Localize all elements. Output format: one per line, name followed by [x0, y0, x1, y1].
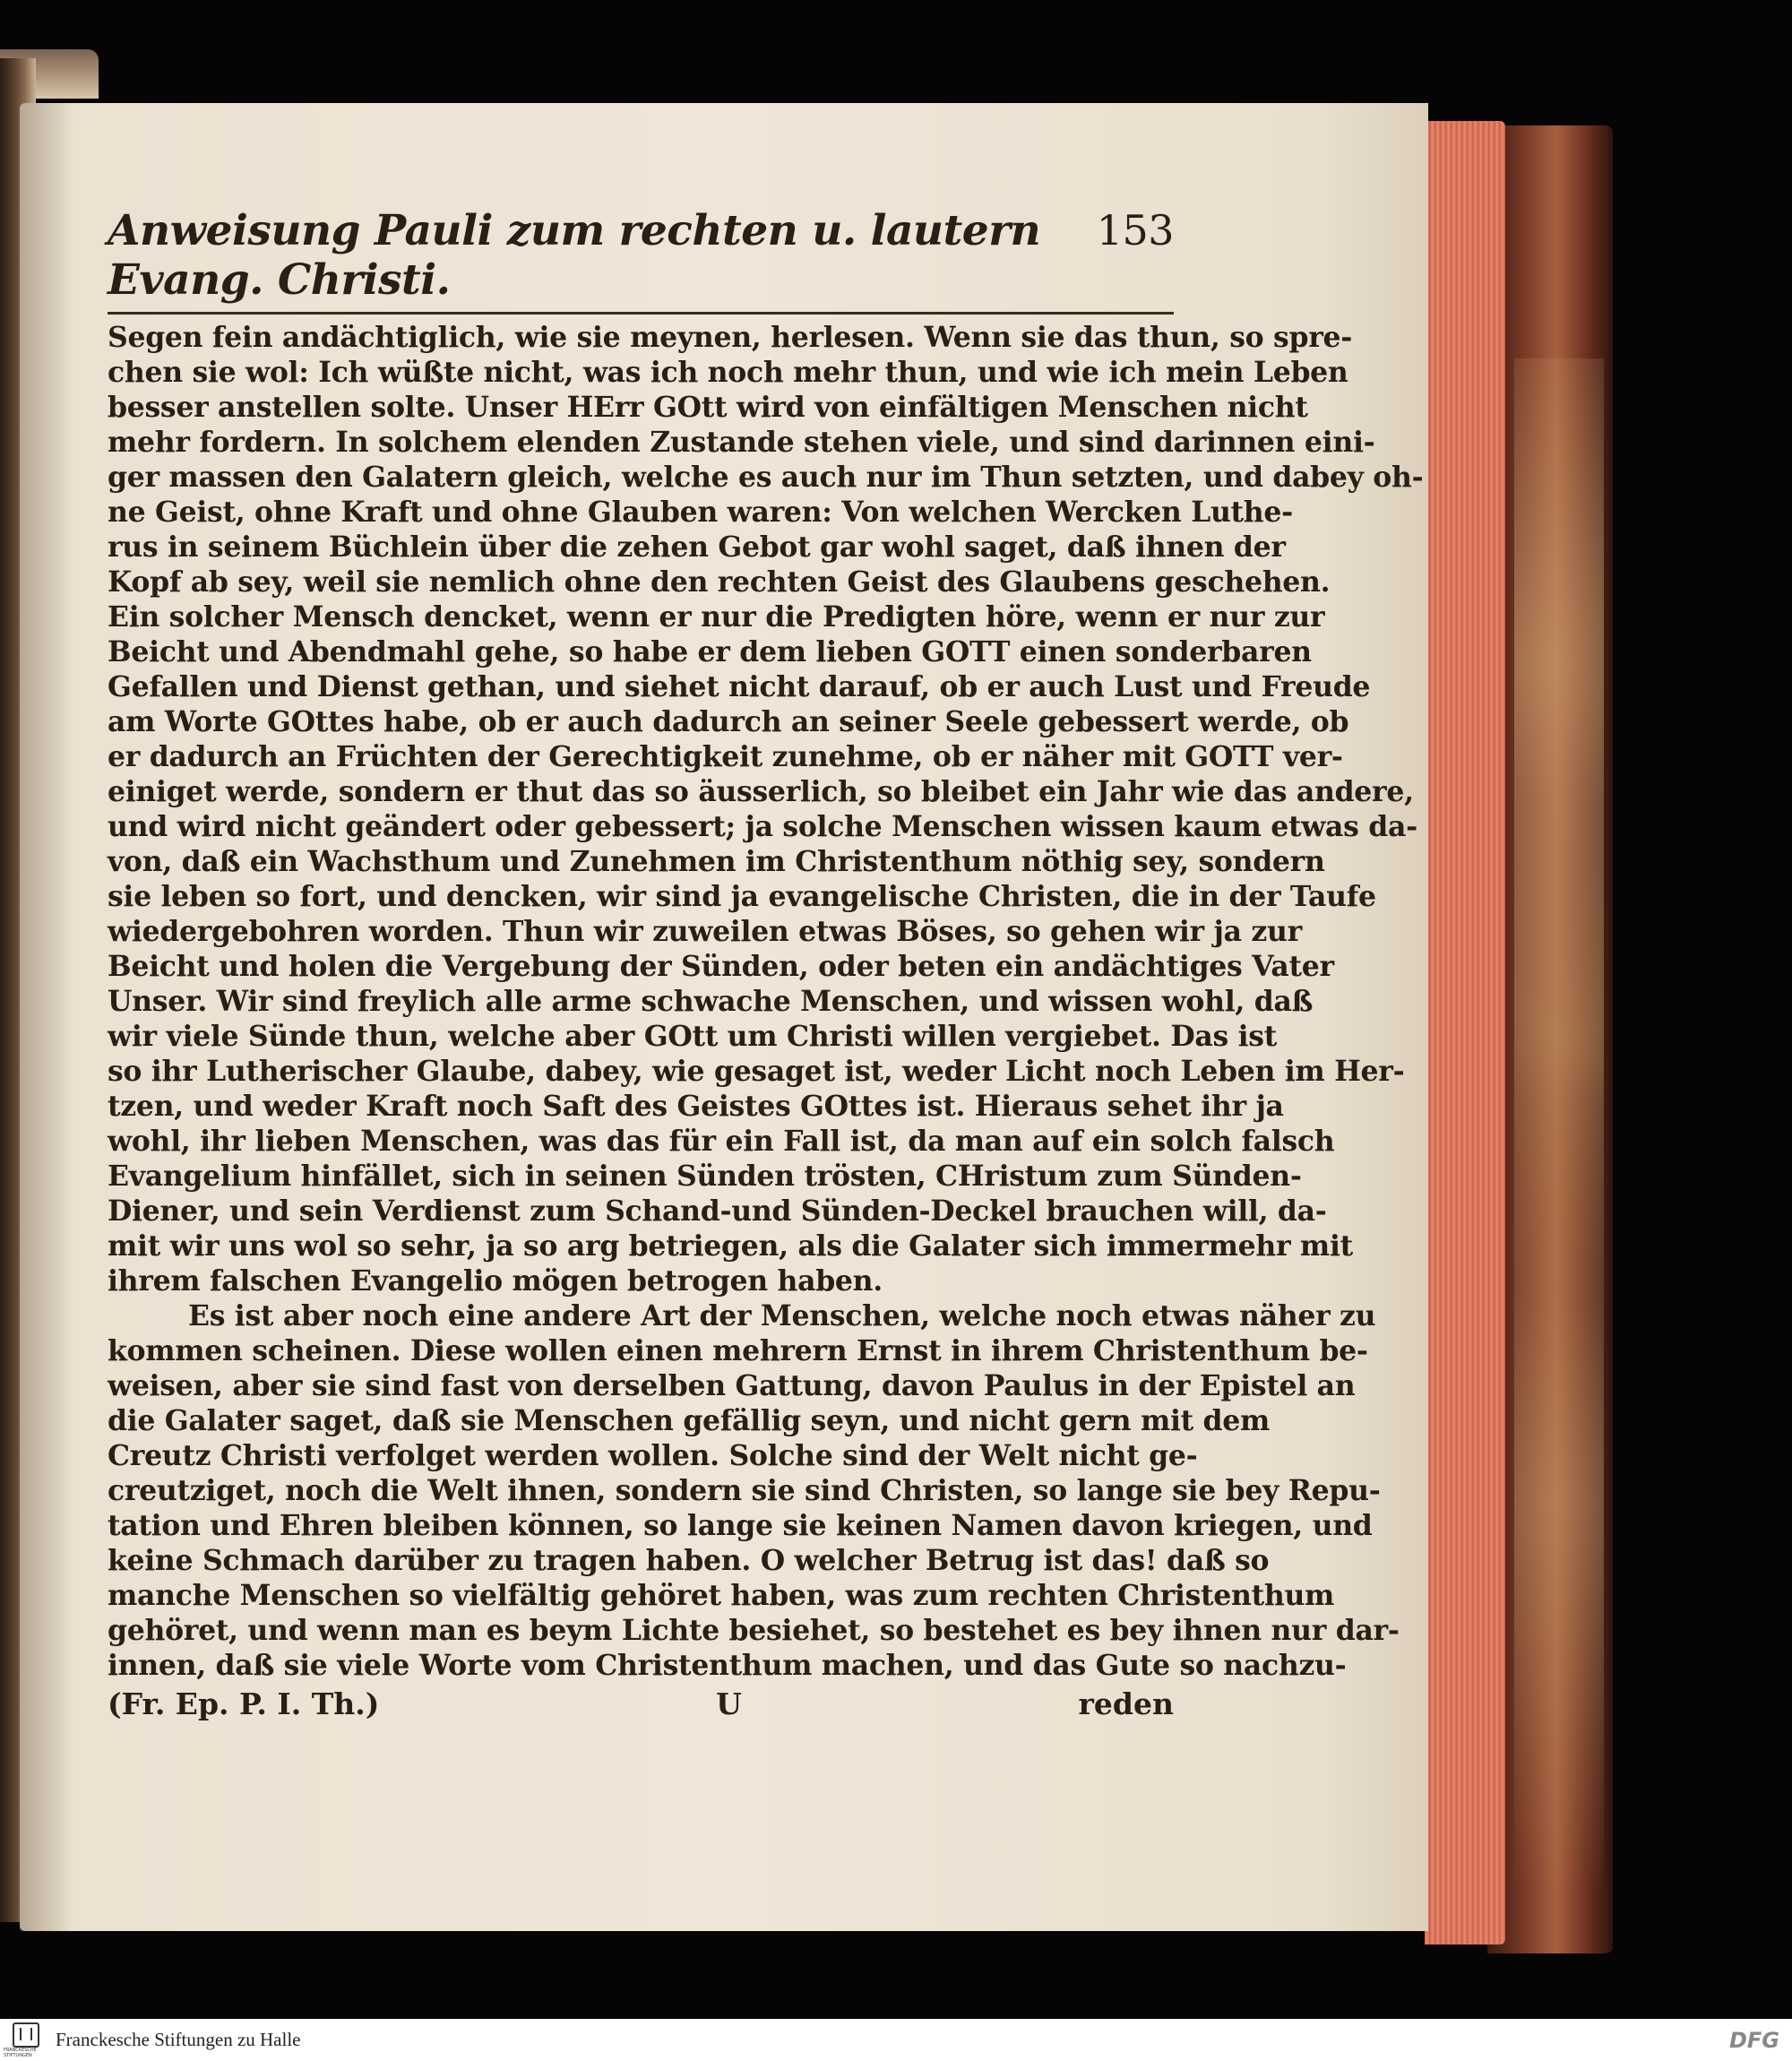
page-fore-edge: [1425, 121, 1505, 1945]
text-line: wohl, ihr lieben Menschen, was das für ein Fall ist, da man auf ein solch falsch: [108, 1125, 1335, 1158]
text-line: wir viele Sünde thun, welche aber GOtt um Christi willen vergiebet. Das ist: [108, 1020, 1277, 1053]
text-line: wiedergebohren worden. Thun wir zuweilen etwas Böses, so gehen wir ja zur: [108, 915, 1302, 948]
sheet-signature: U: [716, 1686, 742, 1721]
institution-logo-icon[interactable]: [4, 2022, 48, 2058]
text-line: tzen, und weder Kraft noch Saft des Geistes GOttes ist. Hieraus sehet ihr ja: [108, 1090, 1284, 1123]
text-line: keine Schmach darüber zu tragen haben. O welcher Betrug ist das! daß so: [108, 1544, 1270, 1577]
catchword: reden: [1078, 1686, 1174, 1721]
text-line: creutziget, noch die Welt ihnen, sondern sie sind Christen, so lange sie bey Repu-: [108, 1474, 1381, 1507]
text-line: und wird nicht geändert oder gebessert; ja solche Menschen wissen kaum etwas da-: [108, 810, 1417, 843]
logo-mark: [13, 2022, 39, 2048]
text-line: ihrem falschen Evangelio mögen betrogen haben.: [108, 1264, 883, 1298]
page-text-block: [108, 206, 1424, 1721]
text-line: Es ist aber noch eine andere Art der Menschen, welche noch etwas näher zu: [188, 1299, 1376, 1332]
text-line: Unser. Wir sind freylich alle arme schwache Menschen, und wissen wohl, daß: [108, 985, 1314, 1018]
page-footer: [108, 1686, 1174, 1721]
text-line: ne Geist, ohne Kraft und ohne Glauben waren: Von welchen Wercken Luthe-: [108, 496, 1293, 529]
text-line: besser anstellen solte. Unser HErr GOtt wird von einfältigen Menschen nicht: [108, 391, 1308, 424]
text-line: so ihr Lutherischer Glaube, dabey, wie gesaget ist, weder Licht noch Leben im Her-: [108, 1055, 1405, 1088]
institution-name[interactable]: Franckesche Stiftungen zu Halle: [56, 2029, 301, 2050]
text-line: er dadurch an Früchten der Gerechtigkeit zunehme, ob er näher mit GOTT ver-: [108, 740, 1343, 773]
text-line: chen sie wol: Ich wüßte nicht, was ich noch mehr thun, und wie ich mein Leben: [108, 356, 1348, 389]
logo-caption: FRANCKESCHE STIFTUNGEN: [4, 2047, 37, 2058]
text-line: Beicht und holen die Vergebung der Sünden, oder beten ein andächtiges Vater: [108, 950, 1334, 983]
running-head-title: Anweisung Pauli zum rechten u. lautern Evang. Christi.: [108, 206, 1041, 305]
gutter-shadow: [20, 103, 73, 1931]
body-text: [108, 320, 1424, 1683]
text-line: mehr fordern. In solchem elenden Zustande stehen viele, und sind darinnen eini-: [108, 426, 1375, 459]
text-line: ger massen den Galatern gleich, welche es auch nur im Thun setzten, und dabey oh-: [108, 461, 1424, 494]
cover-marbling: [1514, 358, 1604, 1882]
text-line: Kopf ab sey, weil sie nemlich ohne den rechten Geist des Glaubens geschehen.: [108, 565, 1331, 599]
running-head: [108, 206, 1174, 305]
head-rule: [108, 312, 1174, 315]
text-line: rus in seinem Büchlein über die zehen Gebot gar wohl saget, daß ihnen der: [108, 530, 1286, 564]
text-line: Diener, und sein Verdienst zum Schand-und Sünden-Deckel brauchen will, da-: [108, 1194, 1327, 1228]
text-line: manche Menschen so vielfältig gehöret haben, was zum rechten Christenthum: [108, 1579, 1335, 1612]
text-line: weisen, aber sie sind fast von derselben Gattung, davon Paulus in der Epistel an: [108, 1369, 1356, 1402]
text-line: die Galater saget, daß sie Menschen gefällig seyn, und nicht gern mit dem: [108, 1404, 1271, 1437]
volume-signature: (Fr. Ep. P. I. Th.): [108, 1686, 380, 1721]
text-line: am Worte GOttes habe, ob er auch dadurch an seiner Seele gebessert werde, ob: [108, 705, 1349, 738]
text-line: mit wir uns wol so sehr, ja so arg betriegen, als die Galater sich immermehr mit: [108, 1229, 1353, 1263]
page-number: 153: [1096, 206, 1174, 254]
text-line: Evangelium hinfället, sich in seinen Sünden trösten, CHristum zum Sünden-: [108, 1160, 1302, 1193]
text-line: von, daß ein Wachsthum und Zunehmen im Christenthum nöthig sey, sondern: [108, 845, 1325, 878]
text-line: Gefallen und Dienst gethan, und siehet nicht darauf, ob er auch Lust und Freude: [108, 670, 1371, 703]
text-line: innen, daß sie viele Worte vom Christenthum machen, und das Gute so nachzu-: [108, 1649, 1347, 1682]
viewer-footer-bar: [0, 2019, 1792, 2061]
text-line: gehöret, und wenn man es beym Lichte besiehet, so bestehet es bey ihnen nur dar-: [108, 1614, 1400, 1647]
text-line: sie leben so fort, und dencken, wir sind ja evangelische Christen, die in der Taufe: [108, 880, 1376, 913]
text-line: tation und Ehren bleiben können, so lange sie keinen Namen davon kriegen, und: [108, 1509, 1373, 1542]
text-line: Beicht und Abendmahl gehe, so habe er dem lieben GOTT einen sonderbaren: [108, 635, 1312, 668]
text-line: Creutz Christi verfolget werden wollen. Solche sind der Welt nicht ge-: [108, 1439, 1198, 1472]
text-line: Ein solcher Mensch dencket, wenn er nur die Predigten höre, wenn er nur zur: [108, 600, 1325, 634]
text-line: kommen scheinen. Diese wollen einen mehrern Ernst in ihrem Christenthum be-: [108, 1334, 1368, 1367]
dfg-logo[interactable]: DFG: [1728, 2027, 1779, 2053]
text-line: Segen fein andächtiglich, wie sie meynen, herlesen. Wenn sie das thun, so spre-: [108, 321, 1353, 354]
text-line: einiget werde, sondern er thut das so äusserlich, so bleibet ein Jahr wie das andere,: [108, 775, 1414, 808]
